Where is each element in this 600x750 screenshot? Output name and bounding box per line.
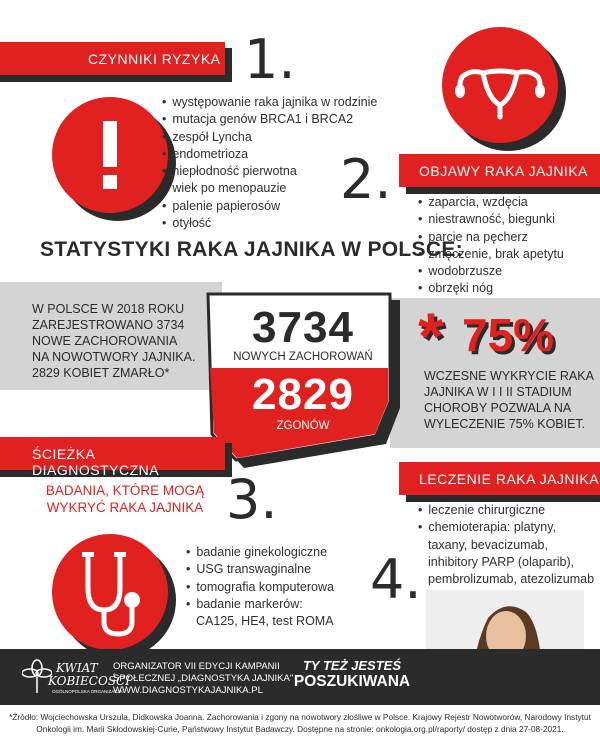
list-item: • parcie na pęcherz bbox=[418, 229, 598, 246]
list-item: • obrzęki nóg bbox=[418, 280, 598, 297]
uterus-icon bbox=[436, 25, 586, 155]
diagnostic-title: ŚCIEŻKA DIAGNOSTYCZNA bbox=[32, 446, 160, 478]
cases-value: 3734 bbox=[252, 303, 354, 352]
stats-heading: STATYSTYKI RAKA JAJNIKA W POLSCE: bbox=[40, 238, 463, 261]
list-item: • palenie papierosów bbox=[162, 198, 402, 215]
slogan-line1: TY TEŻ JESTEŚ bbox=[302, 658, 401, 673]
list-item: • mutacja genów BRCA1 i BRCA2 bbox=[162, 111, 402, 128]
list-item: • USG transwaginalne bbox=[186, 561, 386, 578]
treatment-title-bar bbox=[399, 462, 600, 495]
list-item: • występowanie raka jajnika w rodzinie bbox=[162, 94, 402, 111]
symptoms-title-bar bbox=[399, 154, 600, 187]
risk-title: CZYNNIKI RYZYKA bbox=[88, 51, 221, 67]
diagnostic-list bbox=[186, 544, 386, 613]
percent-star: * bbox=[418, 299, 444, 373]
source-note: *Źródło: Wojciechowska Urszula, Didkowska Joanna. Zachorowania i zgony na nowotwory złośliwe w Polsce. Krajowy Rejestr Nowotworów, Narodowy Instytut Onkologii im. Marii Skłodowskiej-Curie, Państwowy Instytut Badawczy. Dostępne na stronie: onkologia.org.pl/raporty/ dostęp z dnia 27-08-2021. bbox=[9, 712, 591, 734]
list-item: • niestrawność, biegunki bbox=[418, 211, 598, 228]
logo-sub: OGÓLNOPOLSKA ORGANIZACJA bbox=[52, 689, 123, 694]
list-item: • wodobrzusze bbox=[418, 263, 598, 280]
campaign-link[interactable]: WWW.DIAGNOSTYKAJAJNIKA.PL bbox=[113, 685, 263, 696]
exclamation-icon bbox=[48, 93, 178, 223]
list-item: • otyłość bbox=[162, 215, 402, 232]
deaths-value: 2829 bbox=[252, 370, 354, 419]
list-item: • zmęczenie, brak apetytu bbox=[418, 246, 598, 263]
logo-line1: KWIAT bbox=[56, 661, 98, 675]
list-item: • badanie ginekologiczne bbox=[186, 544, 386, 561]
stats-right-text: WCZESNE WYKRYCIE RAKA JAJNIKA W I I II STADIUM CHOROBY POZWALA NA WYLECZENIE 75% KOBIET. bbox=[424, 369, 594, 431]
cases-label: NOWYCH ZACHOROWAŃ bbox=[233, 351, 373, 363]
list-item: • niepłodność pierwotna bbox=[162, 163, 402, 180]
diagnostic-list-cont: CA125, HE4, test ROMA bbox=[196, 614, 334, 628]
footer-slogan bbox=[284, 658, 420, 691]
diagnostic-title-bar bbox=[0, 437, 225, 478]
logo-line2: KOBIECOŚCI bbox=[48, 674, 130, 688]
diagnostic-number: 3. bbox=[226, 468, 278, 531]
list-item: • endometrioza bbox=[162, 146, 402, 163]
list-item: • tomografia komputerowa bbox=[186, 579, 386, 596]
stats-left-text: W POLSCE W 2018 ROKU ZAREJESTROWANO 3734 NOWE ZACHOROWANIA NA NOWOTWORY JAJNIKA. 2829 KOBIET ZMARŁO* bbox=[32, 302, 196, 380]
treatment-list bbox=[418, 502, 598, 537]
list-item: • badanie markerów: bbox=[186, 596, 386, 613]
percent-value: 75% bbox=[462, 309, 555, 361]
deaths-label: ZGONÓW bbox=[276, 420, 330, 432]
footer-organizer: ORGANIZATOR VII EDYCJI KAMPANII SPOŁECZNEJ „DIAGNOSTYKA JAJNIKA" WWW.DIAGNOSTYKAJAJNIKA.PL bbox=[113, 661, 294, 696]
footer-logo bbox=[22, 655, 130, 701]
list-item: • zespół Lyncha bbox=[162, 129, 402, 146]
treatment-number: 4. bbox=[370, 548, 422, 611]
treatment-list-cont: taxany, bevacizumab, inhibitory PARP (olaparib), pembrolizumab, atezolizumab bbox=[428, 538, 595, 586]
diagnostic-subtitle: BADANIA, KTÓRE MOGĄ WYKRYĆ RAKA JAJNIKA bbox=[45, 483, 205, 515]
list-item: • chemioterapia: platyny, bbox=[418, 519, 598, 536]
list-item: • leczenie chirurgiczne bbox=[418, 502, 598, 519]
stethoscope-icon bbox=[48, 530, 178, 660]
symptoms-title: OBJAWY RAKA JAJNIKA bbox=[419, 163, 588, 179]
symptoms-number: 2. bbox=[340, 148, 392, 211]
risk-title-bar bbox=[0, 42, 225, 75]
treatment-title: LECZENIE RAKA JAJNIKA bbox=[419, 471, 600, 487]
list-item: • zaparcia, wzdęcia bbox=[418, 194, 598, 211]
risk-number: 1. bbox=[244, 28, 296, 91]
slogan-line2: POSZUKIWANA bbox=[293, 673, 411, 690]
list-item: • wiek po menopauzie bbox=[162, 180, 402, 197]
